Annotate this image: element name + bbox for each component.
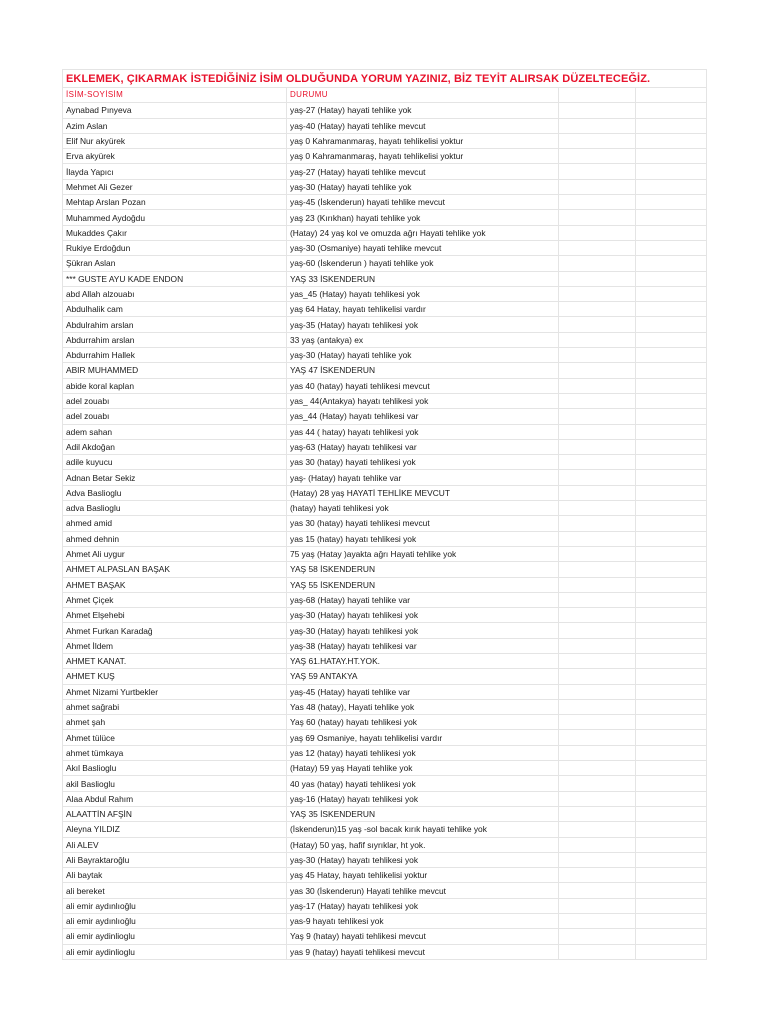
name-cell[interactable]: Ahmet tülüce: [63, 730, 287, 745]
table-row: [63, 103, 707, 118]
name-cell[interactable]: Ali ALEV: [63, 837, 287, 852]
empty-cell[interactable]: [559, 210, 636, 225]
status-cell[interactable]: (Hatay) 50 yaş, hafif sıyrıklar, ht yok.: [287, 837, 559, 852]
name-cell[interactable]: ali bereket: [63, 883, 287, 898]
empty-cell[interactable]: [559, 684, 636, 699]
status-cell[interactable]: yaş 23 (Kırıkhan) hayati tehlike yok: [287, 210, 559, 225]
empty-cell[interactable]: [559, 669, 636, 684]
empty-cell[interactable]: [559, 271, 636, 286]
empty-cell[interactable]: [636, 225, 707, 240]
name-cell[interactable]: Ahmet Elşehebi: [63, 608, 287, 623]
status-cell[interactable]: yaş-45 (İskenderun) hayati tehlike mevcut: [287, 195, 559, 210]
table-row: [63, 608, 707, 623]
status-cell[interactable]: YAŞ 35 İSKENDERUN: [287, 806, 559, 821]
status-cell[interactable]: (Hatay) 24 yaş kol ve omuzda ağrı Hayati tehlike yok: [287, 225, 559, 240]
table-row: [63, 883, 707, 898]
name-cell[interactable]: Abdulrahim arslan: [63, 317, 287, 332]
empty-cell[interactable]: [636, 501, 707, 516]
name-cell[interactable]: Adil Akdoğan: [63, 439, 287, 454]
name-cell[interactable]: İlayda Yapıcı: [63, 164, 287, 179]
table-row: [63, 531, 707, 546]
table-row: [63, 501, 707, 516]
empty-cell[interactable]: [559, 868, 636, 883]
empty-cell[interactable]: [636, 332, 707, 347]
empty-cell[interactable]: [636, 195, 707, 210]
status-cell[interactable]: yas 40 (hatay) hayati tehlikesi mevcut: [287, 378, 559, 393]
table-row: [63, 455, 707, 470]
empty-cell[interactable]: [636, 562, 707, 577]
status-cell[interactable]: yas 12 (hatay) hayati tehlikesi yok: [287, 745, 559, 760]
empty-cell[interactable]: [559, 562, 636, 577]
name-cell[interactable]: AHMET ALPASLAN BAŞAK: [63, 562, 287, 577]
empty-cell[interactable]: [559, 485, 636, 500]
empty-cell[interactable]: [559, 286, 636, 301]
empty-cell[interactable]: [636, 409, 707, 424]
empty-cell[interactable]: [636, 745, 707, 760]
table-row: [63, 363, 707, 378]
name-cell[interactable]: Akıl Baslioglu: [63, 761, 287, 776]
name-cell[interactable]: *** GUSTE AYU KADE ENDON: [63, 271, 287, 286]
table-row: [63, 470, 707, 485]
table-row: [63, 806, 707, 821]
empty-cell[interactable]: [559, 240, 636, 255]
empty-cell[interactable]: [559, 225, 636, 240]
empty-cell[interactable]: [636, 531, 707, 546]
empty-cell[interactable]: [636, 317, 707, 332]
empty-cell[interactable]: [636, 363, 707, 378]
name-cell[interactable]: ali emir aydinlioglu: [63, 929, 287, 944]
empty-cell[interactable]: [559, 715, 636, 730]
empty-cell[interactable]: [559, 776, 636, 791]
name-cell[interactable]: adel zouabı: [63, 409, 287, 424]
table-row: [63, 745, 707, 760]
empty-cell[interactable]: [636, 378, 707, 393]
empty-cell[interactable]: [559, 929, 636, 944]
empty-cell[interactable]: [636, 256, 707, 271]
name-cell[interactable]: abd Allah alzouabı: [63, 286, 287, 301]
empty-cell[interactable]: [559, 348, 636, 363]
empty-cell[interactable]: [559, 424, 636, 439]
empty-cell[interactable]: [559, 531, 636, 546]
empty-cell[interactable]: [636, 914, 707, 929]
empty-cell[interactable]: [636, 699, 707, 714]
empty-cell[interactable]: [559, 149, 636, 164]
status-cell[interactable]: yaş 0 Kahramanmaraş, hayatı tehlikelisi yoktur: [287, 133, 559, 148]
empty-cell[interactable]: [636, 286, 707, 301]
empty-cell[interactable]: [559, 546, 636, 561]
status-cell[interactable]: yaş-30 (Hatay) hayati tehlike yok: [287, 348, 559, 363]
empty-cell[interactable]: [636, 103, 707, 118]
status-cell[interactable]: yas_ 44(Antakya) hayatı tehlikesi yok: [287, 393, 559, 408]
empty-cell[interactable]: [636, 669, 707, 684]
table-row: [63, 424, 707, 439]
spreadsheet-table: [62, 69, 707, 960]
empty-cell[interactable]: [559, 653, 636, 668]
table-row: [63, 669, 707, 684]
empty-cell[interactable]: [559, 378, 636, 393]
status-cell[interactable]: yaş-68 (Hatay) hayati tehlike var: [287, 592, 559, 607]
name-cell[interactable]: Ali baytak: [63, 868, 287, 883]
table-row: [63, 332, 707, 347]
empty-cell[interactable]: [559, 914, 636, 929]
status-cell[interactable]: YAŞ 55 İSKENDERUN: [287, 577, 559, 592]
status-cell[interactable]: YAŞ 47 İSKENDERUN: [287, 363, 559, 378]
name-cell[interactable]: Abdulhalik cam: [63, 302, 287, 317]
table-row: [63, 684, 707, 699]
empty-cell[interactable]: [636, 577, 707, 592]
name-cell[interactable]: Ahmet İldem: [63, 638, 287, 653]
name-cell[interactable]: Alaa Abdul Rahım: [63, 791, 287, 806]
name-cell[interactable]: Rukiye Erdoğdun: [63, 240, 287, 255]
status-cell[interactable]: yaş-60 (İskenderun ) hayati tehlike yok: [287, 256, 559, 271]
status-cell[interactable]: yas 30 (hatay) hayati tehlikesi yok: [287, 455, 559, 470]
name-cell[interactable]: adile kuyucu: [63, 455, 287, 470]
empty-cell[interactable]: [636, 164, 707, 179]
status-cell[interactable]: yaş 0 Kahramanmaraş, hayatı tehlikelisi yoktur: [287, 149, 559, 164]
empty-cell[interactable]: [636, 546, 707, 561]
name-cell[interactable]: abide koral kaplan: [63, 378, 287, 393]
table-row: [63, 240, 707, 255]
empty-cell[interactable]: [636, 929, 707, 944]
name-cell[interactable]: Elif Nur akyürek: [63, 133, 287, 148]
table-row: [63, 914, 707, 929]
table-row: [63, 546, 707, 561]
table-row: [63, 133, 707, 148]
table-row: [63, 623, 707, 638]
name-cell[interactable]: Ahmet Çiçek: [63, 592, 287, 607]
name-cell[interactable]: Şükran Aslan: [63, 256, 287, 271]
empty-cell[interactable]: [559, 577, 636, 592]
name-cell[interactable]: Aynabad Pınyeva: [63, 103, 287, 118]
empty-cell[interactable]: [636, 623, 707, 638]
status-cell[interactable]: Yaş 60 (hatay) hayatı tehlikesi yok: [287, 715, 559, 730]
status-cell[interactable]: yaş-30 (Osmaniye) hayati tehlike mevcut: [287, 240, 559, 255]
empty-cell[interactable]: [559, 592, 636, 607]
empty-cell[interactable]: [559, 302, 636, 317]
table-row: [63, 149, 707, 164]
empty-cell[interactable]: [636, 393, 707, 408]
empty-cell[interactable]: [559, 852, 636, 867]
table-row: [63, 791, 707, 806]
table-row: [63, 776, 707, 791]
empty-cell[interactable]: [636, 179, 707, 194]
name-cell[interactable]: akil Baslioglu: [63, 776, 287, 791]
status-cell[interactable]: yaş- (Hatay) hayatı tehlike var: [287, 470, 559, 485]
status-cell[interactable]: yaş-30 (Hatay) hayatı tehlikesi yok: [287, 852, 559, 867]
status-cell[interactable]: yaş 45 Hatay, hayatı tehlikelisi yoktur: [287, 868, 559, 883]
name-cell[interactable]: ALAATTİN AFŞİN: [63, 806, 287, 821]
empty-cell[interactable]: [636, 88, 707, 103]
name-cell[interactable]: ali emir aydinlioglu: [63, 944, 287, 959]
name-cell[interactable]: Muhammed Aydoğdu: [63, 210, 287, 225]
status-cell[interactable]: yaş-40 (Hatay) hayati tehlike mevcut: [287, 118, 559, 133]
name-cell[interactable]: Ahmet Ali uygur: [63, 546, 287, 561]
empty-cell[interactable]: [559, 332, 636, 347]
table-row: [63, 868, 707, 883]
empty-cell[interactable]: [559, 363, 636, 378]
empty-cell[interactable]: [559, 761, 636, 776]
empty-cell[interactable]: [636, 516, 707, 531]
name-cell[interactable]: Mehmet Ali Gezer: [63, 179, 287, 194]
status-cell[interactable]: 40 yas (hatay) hayati tehlikesi yok: [287, 776, 559, 791]
table-row: [63, 653, 707, 668]
empty-cell[interactable]: [559, 501, 636, 516]
status-cell[interactable]: 75 yaş (Hatay )ayakta ağrı Hayati tehlike yok: [287, 546, 559, 561]
table-row: [63, 715, 707, 730]
name-cell[interactable]: ahmed dehnin: [63, 531, 287, 546]
name-cell[interactable]: AHMET KANAT.: [63, 653, 287, 668]
empty-cell[interactable]: [559, 516, 636, 531]
name-cell[interactable]: Abdurrahim Hallek: [63, 348, 287, 363]
status-cell[interactable]: yas 30 (hatay) hayati tehlikesi mevcut: [287, 516, 559, 531]
table-row: [63, 852, 707, 867]
empty-cell[interactable]: [636, 806, 707, 821]
empty-cell[interactable]: [559, 730, 636, 745]
name-cell[interactable]: Erva akyürek: [63, 149, 287, 164]
name-cell[interactable]: ahmet tümkaya: [63, 745, 287, 760]
status-cell[interactable]: YAŞ 61.HATAY.HT.YOK.: [287, 653, 559, 668]
status-cell[interactable]: YAŞ 59 ANTAKYA: [287, 669, 559, 684]
table-row: [63, 638, 707, 653]
name-cell[interactable]: adem sahan: [63, 424, 287, 439]
status-cell[interactable]: yaş-45 (Hatay) hayati tehlike var: [287, 684, 559, 699]
table-row: [63, 393, 707, 408]
empty-cell[interactable]: [559, 608, 636, 623]
empty-cell[interactable]: [636, 470, 707, 485]
empty-cell[interactable]: [636, 868, 707, 883]
status-cell[interactable]: Yaş 9 (hatay) hayati tehlikesi mevcut: [287, 929, 559, 944]
empty-cell[interactable]: [636, 944, 707, 959]
empty-cell[interactable]: [636, 638, 707, 653]
empty-cell[interactable]: [559, 103, 636, 118]
empty-cell[interactable]: [559, 455, 636, 470]
status-cell[interactable]: yaş-38 (Hatay) hayatı tehlikesi var: [287, 638, 559, 653]
status-cell[interactable]: yas_44 (Hatay) hayatı tehlikesi var: [287, 409, 559, 424]
status-cell[interactable]: Yas 48 (hatay), Hayati tehlike yok: [287, 699, 559, 714]
status-cell[interactable]: yas-9 hayatı tehlikesi yok: [287, 914, 559, 929]
empty-cell[interactable]: [636, 653, 707, 668]
table-row: [63, 179, 707, 194]
empty-cell[interactable]: [559, 623, 636, 638]
name-cell[interactable]: adva Baslioglu: [63, 501, 287, 516]
empty-cell[interactable]: [559, 837, 636, 852]
header-row: [63, 88, 707, 103]
table-row: [63, 516, 707, 531]
empty-cell[interactable]: [636, 118, 707, 133]
empty-cell[interactable]: [559, 118, 636, 133]
table-row: [63, 485, 707, 500]
table-row: [63, 348, 707, 363]
empty-cell[interactable]: [636, 240, 707, 255]
table-row: [63, 378, 707, 393]
empty-cell[interactable]: [636, 133, 707, 148]
status-cell[interactable]: yaş-17 (Hatay) hayatı tehlikesi yok: [287, 898, 559, 913]
name-cell[interactable]: ali emir aydınlıoğlu: [63, 898, 287, 913]
name-cell[interactable]: Mukaddes Çakır: [63, 225, 287, 240]
table-row: [63, 837, 707, 852]
status-cell[interactable]: yas_45 (Hatay) hayatı tehlikesi yok: [287, 286, 559, 301]
empty-cell[interactable]: [636, 348, 707, 363]
empty-cell[interactable]: [559, 638, 636, 653]
status-cell[interactable]: yaş-30 (Hatay) hayatı tehlikesi yok: [287, 608, 559, 623]
empty-cell[interactable]: [559, 133, 636, 148]
empty-cell[interactable]: [559, 944, 636, 959]
name-cell[interactable]: Adnan Betar Sekiz: [63, 470, 287, 485]
name-cell[interactable]: Abdurrahim arslan: [63, 332, 287, 347]
name-cell[interactable]: Ahmet Nizami Yurtbekler: [63, 684, 287, 699]
empty-cell[interactable]: [559, 409, 636, 424]
empty-cell[interactable]: [636, 791, 707, 806]
empty-cell[interactable]: [636, 149, 707, 164]
status-cell[interactable]: yaş-35 (Hatay) hayatı tehlikesi yok: [287, 317, 559, 332]
empty-cell[interactable]: [636, 822, 707, 837]
table-row: [63, 409, 707, 424]
empty-cell[interactable]: [636, 852, 707, 867]
header-status[interactable]: DURUMU: [287, 88, 559, 103]
empty-cell[interactable]: [559, 256, 636, 271]
empty-cell[interactable]: [636, 608, 707, 623]
name-cell[interactable]: ahmed amid: [63, 516, 287, 531]
table-row: [63, 195, 707, 210]
empty-cell[interactable]: [559, 898, 636, 913]
status-cell[interactable]: yaş-27 (Hatay) hayati tehlike mevcut: [287, 164, 559, 179]
empty-cell[interactable]: [636, 439, 707, 454]
status-cell[interactable]: yaş-27 (Hatay) hayati tehlike yok: [287, 103, 559, 118]
table-row: [63, 256, 707, 271]
status-cell[interactable]: 33 yaş (antakya) ex: [287, 332, 559, 347]
table-row: [63, 164, 707, 179]
empty-cell[interactable]: [559, 88, 636, 103]
empty-cell[interactable]: [636, 898, 707, 913]
table-row: [63, 210, 707, 225]
table-row: [63, 302, 707, 317]
table-row: [63, 944, 707, 959]
empty-cell[interactable]: [559, 164, 636, 179]
table-row: [63, 898, 707, 913]
name-cell[interactable]: ahmet şah: [63, 715, 287, 730]
empty-cell[interactable]: [636, 837, 707, 852]
empty-cell[interactable]: [559, 791, 636, 806]
table-row: [63, 317, 707, 332]
empty-cell[interactable]: [636, 424, 707, 439]
sheet-title[interactable]: EKLEMEK, ÇIKARMAK İSTEDİĞİNİZ İSİM OLDUĞUNDA YORUM YAZINIZ, BİZ TEYİT ALIRSAK DÜZELTECEĞİZ.: [63, 70, 707, 88]
status-cell[interactable]: yaş-16 (Hatay) hayatı tehlikesi yok: [287, 791, 559, 806]
empty-cell[interactable]: [559, 745, 636, 760]
name-cell[interactable]: Ali Bayraktaroğlu: [63, 852, 287, 867]
status-cell[interactable]: yaş-63 (Hatay) hayatı tehlikesi var: [287, 439, 559, 454]
name-cell[interactable]: AHMET BAŞAK: [63, 577, 287, 592]
name-cell[interactable]: Azim Aslan: [63, 118, 287, 133]
empty-cell[interactable]: [636, 302, 707, 317]
table-row: [63, 439, 707, 454]
empty-cell[interactable]: [636, 592, 707, 607]
table-row: [63, 271, 707, 286]
empty-cell[interactable]: [636, 715, 707, 730]
name-cell[interactable]: Aleyna YILDIZ: [63, 822, 287, 837]
empty-cell[interactable]: [636, 271, 707, 286]
status-cell[interactable]: yaş 69 Osmaniye, hayatı tehlikelisi vardır: [287, 730, 559, 745]
empty-cell[interactable]: [636, 455, 707, 470]
name-cell[interactable]: ahmet sağrabi: [63, 699, 287, 714]
status-cell[interactable]: (Hatay) 28 yaş HAYATİ TEHLİKE MEVCUT: [287, 485, 559, 500]
status-cell[interactable]: yas 30 (İskenderun) Hayati tehlike mevcut: [287, 883, 559, 898]
empty-cell[interactable]: [636, 761, 707, 776]
status-cell[interactable]: yas 15 (hatay) hayatı tehlikesi yok: [287, 531, 559, 546]
empty-cell[interactable]: [559, 822, 636, 837]
table-row: [63, 929, 707, 944]
name-cell[interactable]: ali emir aydınlıoğlu: [63, 914, 287, 929]
table-row: [63, 286, 707, 301]
empty-cell[interactable]: [636, 210, 707, 225]
name-cell[interactable]: Adva Baslioglu: [63, 485, 287, 500]
name-cell[interactable]: adel zouabı: [63, 393, 287, 408]
header-name[interactable]: İSİM-SOYİSİM: [63, 88, 287, 103]
empty-cell[interactable]: [559, 699, 636, 714]
status-cell[interactable]: (İskenderun)15 yaş -sol bacak kırık hayati tehlike yok: [287, 822, 559, 837]
status-cell[interactable]: yas 44 ( hatay) hayatı tehlikesi yok: [287, 424, 559, 439]
table-row: [63, 562, 707, 577]
status-cell[interactable]: YAŞ 33 İSKENDERUN: [287, 271, 559, 286]
status-cell[interactable]: yas 9 (hatay) hayati tehlikesi mevcut: [287, 944, 559, 959]
empty-cell[interactable]: [559, 195, 636, 210]
table-row: [63, 118, 707, 133]
empty-cell[interactable]: [559, 179, 636, 194]
status-cell[interactable]: YAŞ 58 İSKENDERUN: [287, 562, 559, 577]
table-row: [63, 225, 707, 240]
status-cell[interactable]: yaş-30 (Hatay) hayatı tehlikesi yok: [287, 623, 559, 638]
empty-cell[interactable]: [559, 470, 636, 485]
table-row: [63, 699, 707, 714]
table-row: [63, 761, 707, 776]
status-cell[interactable]: yaş 64 Hatay, hayatı tehlikelisi vardır: [287, 302, 559, 317]
status-cell[interactable]: (Hatay) 59 yaş Hayati tehlike yok: [287, 761, 559, 776]
empty-cell[interactable]: [559, 393, 636, 408]
empty-cell[interactable]: [636, 684, 707, 699]
table-row: [63, 822, 707, 837]
empty-cell[interactable]: [559, 439, 636, 454]
name-cell[interactable]: Ahmet Furkan Karadağ: [63, 623, 287, 638]
table-row: [63, 730, 707, 745]
empty-cell[interactable]: [636, 485, 707, 500]
status-cell[interactable]: yaş-30 (Hatay) hayati tehlike yok: [287, 179, 559, 194]
empty-cell[interactable]: [559, 806, 636, 821]
title-row: [63, 70, 707, 88]
empty-cell[interactable]: [559, 317, 636, 332]
table-row: [63, 577, 707, 592]
empty-cell[interactable]: [636, 776, 707, 791]
name-cell[interactable]: AHMET KUŞ: [63, 669, 287, 684]
empty-cell[interactable]: [559, 883, 636, 898]
empty-cell[interactable]: [636, 730, 707, 745]
name-cell[interactable]: Mehtap Arslan Pozan: [63, 195, 287, 210]
name-cell[interactable]: ABIR MUHAMMED: [63, 363, 287, 378]
table-row: [63, 592, 707, 607]
status-cell[interactable]: (hatay) hayati tehlikesi yok: [287, 501, 559, 516]
empty-cell[interactable]: [636, 883, 707, 898]
